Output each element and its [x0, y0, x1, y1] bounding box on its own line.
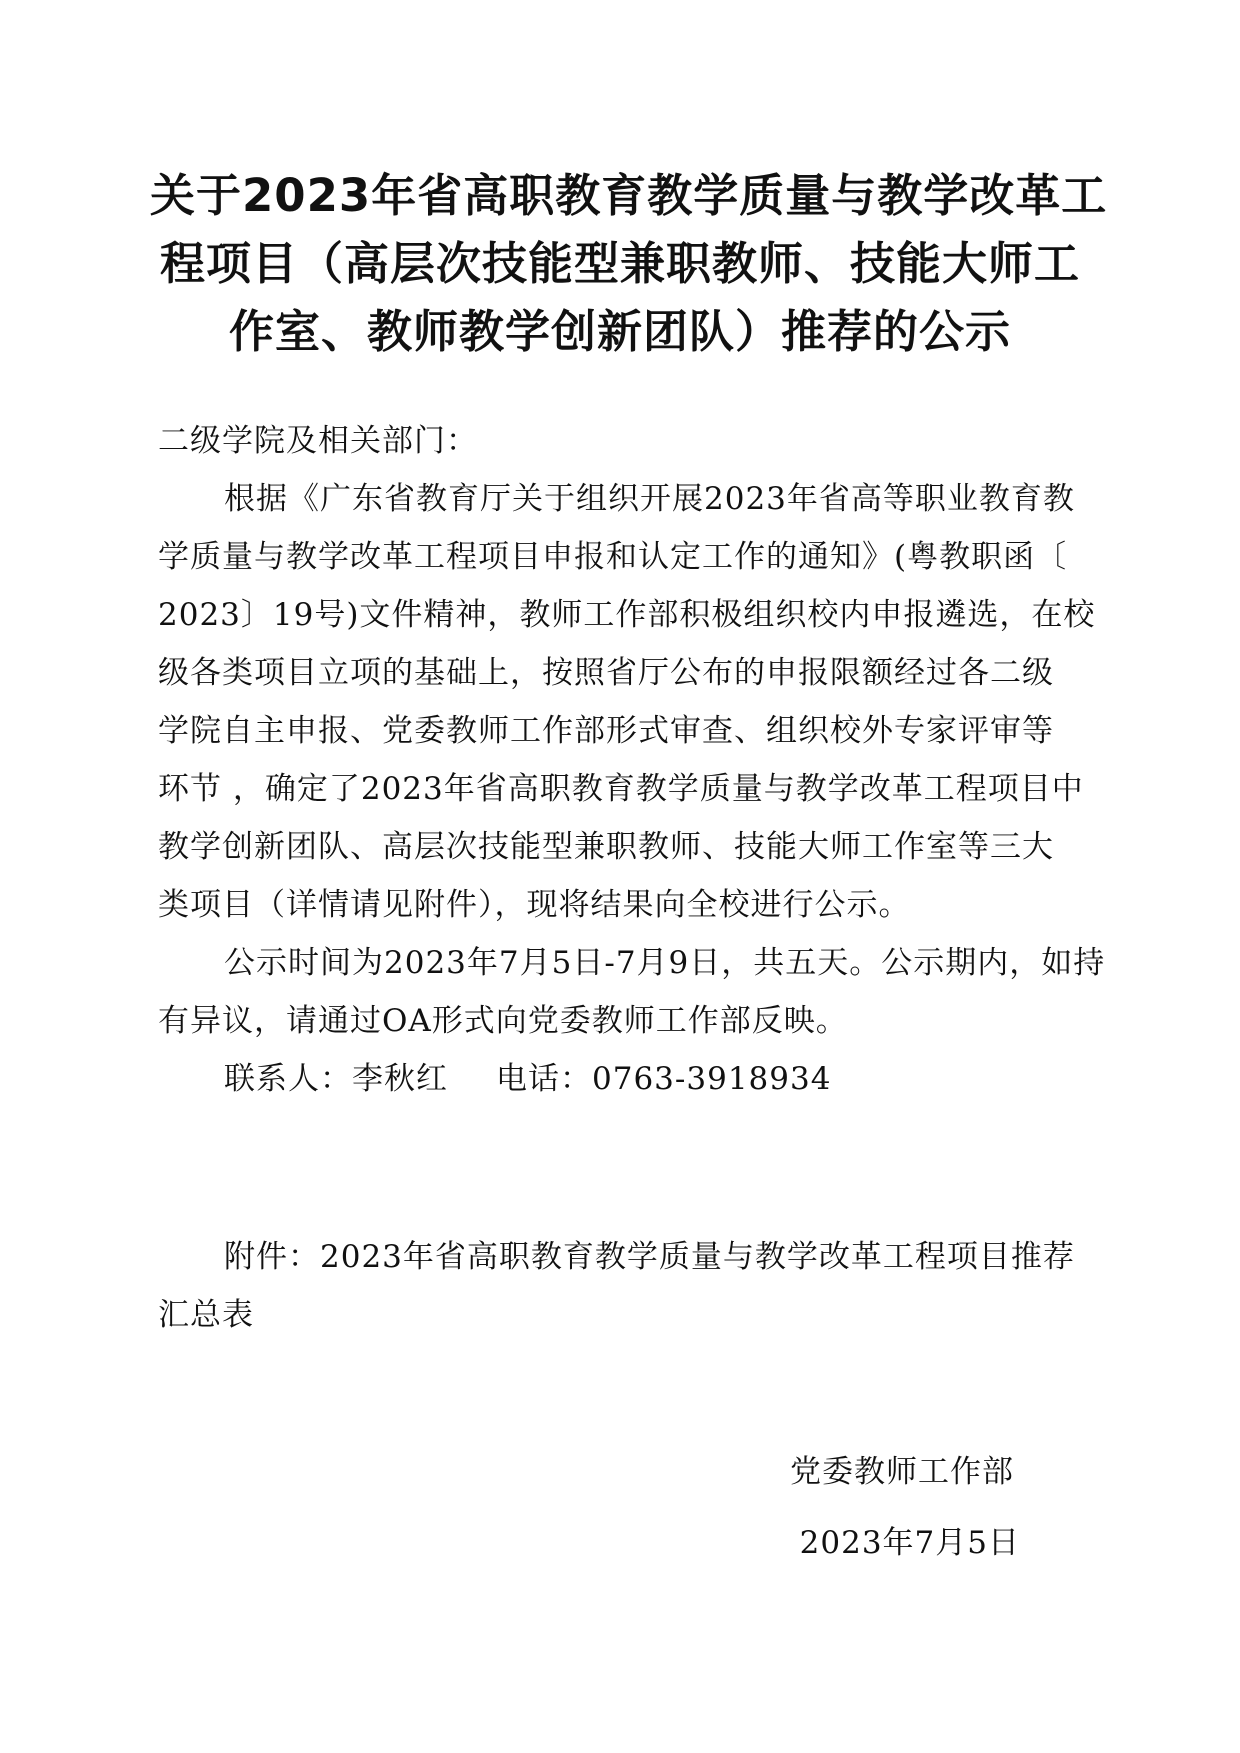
paragraph-line: 根据《广东省教育厅关于组织开展2023年省高等职业教育教 [224, 481, 1075, 517]
paragraph-line: 级各类项目立项的基础上，按照省厅公布的申报限额经过各二级 [158, 655, 1054, 691]
salutation [158, 412, 1088, 470]
salutation-text: 二级学院及相关部门： [158, 423, 478, 459]
paragraph-line: 公示时间为2023年7月5日-7月9日，共五天。公示期内，如持 [224, 945, 1106, 981]
paragraph-main [158, 470, 1096, 934]
contact-phone: 电话：0763-3918934 [496, 1061, 832, 1097]
title-line: 关于2023年省高职教育教学质量与教学改革工 [150, 169, 1108, 222]
paragraph-line: 教学创新团队、高层次技能型兼职教师、技能大师工作室等三大 [158, 829, 1054, 865]
attachment-line: 附件：2023年省高职教育教学质量与教学改革工程项目推荐 [224, 1239, 1075, 1275]
contact-info [158, 1050, 1088, 1108]
contact-line [158, 1050, 1088, 1108]
paragraph-line: 学院自主申报、党委教师工作部形式审查、组织校外专家评审等 [158, 713, 1054, 749]
title-line: 作室、教师教学创新团队）推荐的公示 [228, 305, 1011, 358]
document-title [150, 162, 1108, 366]
signature-date: 2023年7月5日 [799, 1525, 1020, 1561]
paragraph-line: 环节 ，确定了2023年省高职教育教学质量与教学改革工程项目中 [158, 771, 1084, 807]
paragraph-publicity-period [158, 934, 1106, 1050]
paragraph-line: 类项目（详情请见附件），现将结果向全校进行公示。 [158, 887, 911, 923]
paragraph-line: 有异议，请通过OA形式向党委教师工作部反映。 [158, 1003, 848, 1039]
paragraph-line: 2023〕19号)文件精神，教师工作部积极组织校内申报遴选，在校 [158, 597, 1096, 633]
contact-person: 联系人：李秋红 [224, 1061, 448, 1097]
signature-organization: 党委教师工作部 [790, 1454, 1014, 1490]
paragraph-line: 学质量与教学改革工程项目申报和认定工作的通知》(粤教职函〔 [158, 539, 1068, 575]
attachment-line: 汇总表 [158, 1297, 254, 1333]
attachment-note [158, 1228, 1088, 1344]
title-line: 程项目（高层次技能型兼职教师、技能大师工 [159, 237, 1080, 290]
